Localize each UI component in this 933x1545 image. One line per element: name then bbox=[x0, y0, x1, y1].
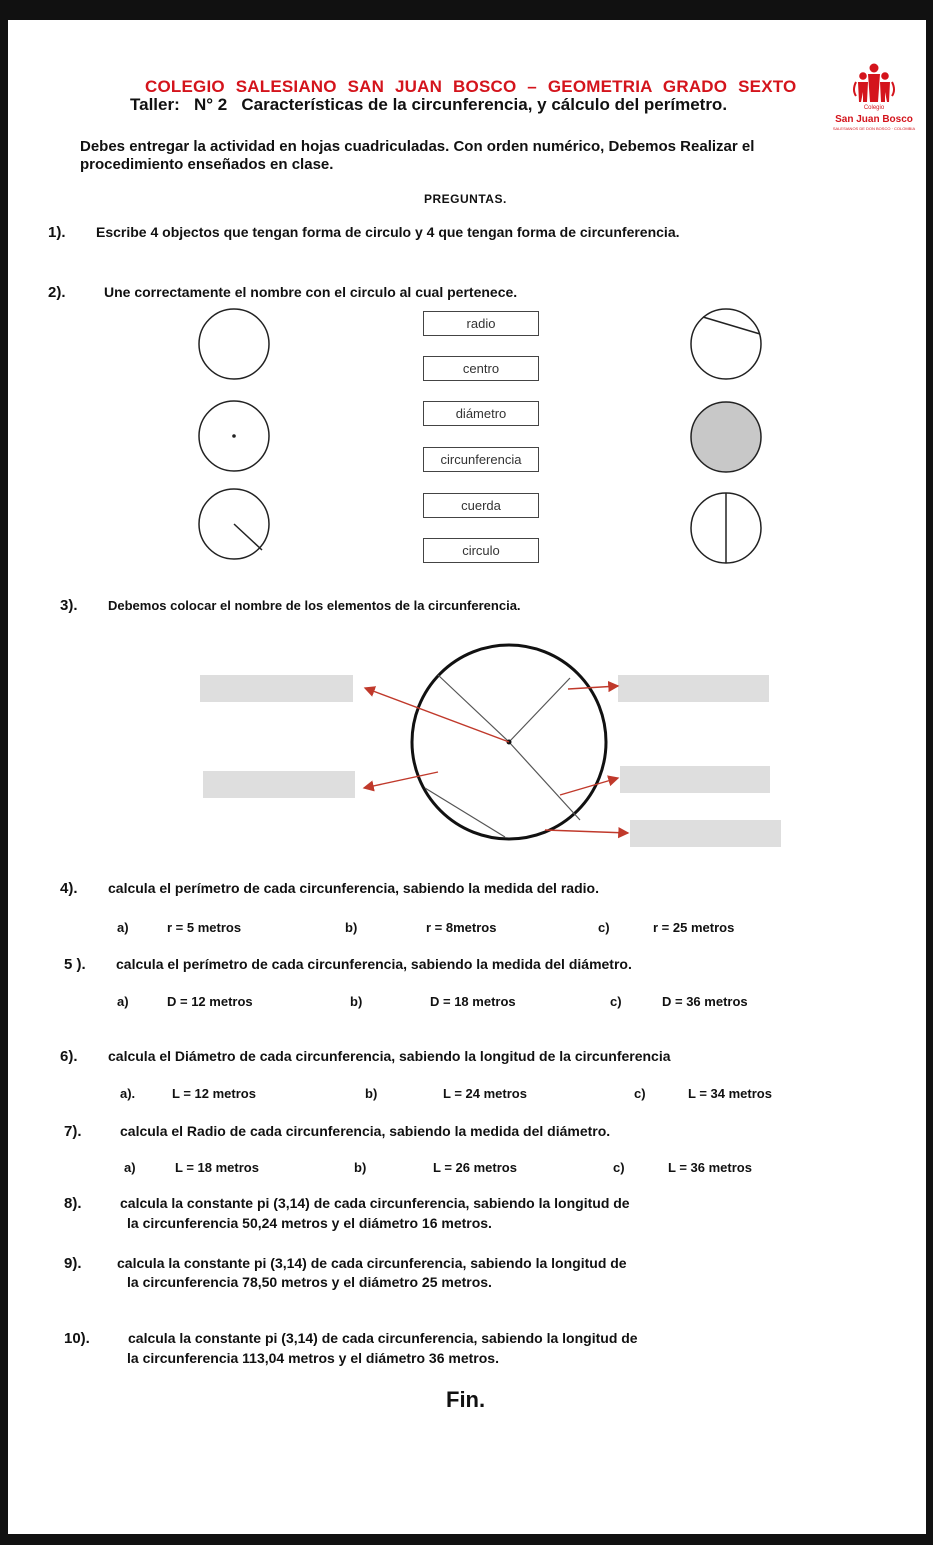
question-text-line1: calcula la constante pi (3,14) de cada circunferencia, sabiendo la longitud de bbox=[117, 1255, 627, 1271]
question-text: Une correctamente el nombre con el circulo al cual pertenece. bbox=[104, 284, 518, 300]
question-4 bbox=[60, 880, 599, 897]
chord-circle-figure bbox=[691, 309, 761, 379]
arrow-to-bottom-left bbox=[364, 772, 438, 788]
radius-segment-a bbox=[438, 675, 509, 742]
question-number: 3). bbox=[60, 597, 78, 614]
label-box-centro[interactable]: centro bbox=[423, 356, 539, 381]
radius-segment-b bbox=[509, 678, 570, 742]
q4-value-a: r = 5 metros bbox=[167, 920, 242, 935]
label-box-cuerda[interactable]: cuerda bbox=[423, 493, 539, 518]
school-title: COLEGIO SALESIANO SAN JUAN BOSCO – GEOMETRIA GRADO SEXTO bbox=[145, 77, 797, 96]
taller-number: N° 2 bbox=[193, 95, 228, 114]
question-5 bbox=[64, 956, 632, 973]
question-10 bbox=[64, 1330, 638, 1347]
question-number: 7). bbox=[64, 1123, 82, 1140]
logo-tagline: SALESIANOS DE DON BOSCO · COLOMBIA bbox=[832, 126, 916, 131]
question-text-line1: calcula la constante pi (3,14) de cada circunferencia, sabiendo la longitud de bbox=[128, 1330, 638, 1346]
question-6 bbox=[60, 1048, 671, 1065]
question-number: 8). bbox=[64, 1195, 82, 1212]
arrow-to-bottom-right bbox=[545, 830, 628, 833]
question-text: calcula el perímetro de cada circunferencia, sabiendo la medida del radio. bbox=[108, 880, 599, 896]
question-8-line2: la circunferencia 50,24 metros y el diámetro 16 metros. bbox=[127, 1215, 492, 1231]
q3-circumference-diagram bbox=[0, 600, 933, 870]
arrow-to-middle-right bbox=[560, 778, 618, 795]
q5-value-b: D = 18 metros bbox=[430, 994, 516, 1009]
question-9 bbox=[64, 1255, 627, 1272]
q4-letter-b: b) bbox=[345, 920, 358, 935]
taller-title: Características de la circunferencia, y cálculo del perímetro. bbox=[241, 95, 728, 114]
logo-school-name: San Juan Bosco bbox=[835, 114, 913, 125]
q4-value-b: r = 8metros bbox=[426, 920, 497, 935]
label-box-diametro[interactable]: diámetro bbox=[423, 401, 539, 426]
question-number: 10). bbox=[64, 1330, 90, 1347]
label-box-circunferencia[interactable]: circunferencia bbox=[423, 447, 539, 472]
center-dot bbox=[232, 434, 236, 438]
q6-letter-c: c) bbox=[634, 1086, 646, 1101]
question-7 bbox=[64, 1123, 610, 1140]
arrow-to-top-left bbox=[365, 688, 509, 742]
question-number: 4). bbox=[60, 880, 78, 897]
q6-letter-b: b) bbox=[365, 1086, 378, 1101]
question-number: 6). bbox=[60, 1048, 78, 1065]
q7-letter-a: a) bbox=[124, 1160, 136, 1175]
q5-letter-a: a) bbox=[117, 994, 129, 1009]
q6-value-c: L = 34 metros bbox=[688, 1086, 772, 1101]
plain-circle-figure bbox=[199, 309, 269, 379]
question-number: 5 ). bbox=[64, 956, 86, 973]
label-box-radio[interactable]: radio bbox=[423, 311, 539, 336]
q7-letter-c: c) bbox=[613, 1160, 625, 1175]
question-text: Debemos colocar el nombre de los elementos de la circunferencia. bbox=[108, 598, 521, 613]
q5-value-c: D = 36 metros bbox=[662, 994, 748, 1009]
q4-letter-a: a) bbox=[117, 920, 129, 935]
q7-letter-b: b) bbox=[354, 1160, 367, 1175]
q5-letter-b: b) bbox=[350, 994, 363, 1009]
label-box-circulo[interactable]: circulo bbox=[423, 538, 539, 563]
q4-letter-c: c) bbox=[598, 920, 610, 935]
instructions-text: Debes entregar la actividad en hojas cuadriculadas. Con orden numérico, Debemos Realizar el procedimiento enseñados en clase. bbox=[80, 138, 755, 173]
q7-value-c: L = 36 metros bbox=[668, 1160, 752, 1175]
arrow-to-top-right bbox=[568, 686, 618, 689]
question-9-line2: la circunferencia 78,50 metros y el diámetro 25 metros. bbox=[127, 1274, 492, 1290]
radius-line bbox=[234, 524, 262, 550]
question-number: 1). bbox=[48, 224, 66, 241]
diameter-segment bbox=[509, 742, 580, 820]
q6-letter-a: a). bbox=[120, 1086, 136, 1101]
question-text: calcula el perímetro de cada circunferencia, sabiendo la medida del diámetro. bbox=[116, 956, 632, 972]
question-number: 9). bbox=[64, 1255, 82, 1272]
filled-circle-figure bbox=[691, 402, 761, 472]
taller-label: Taller: bbox=[130, 95, 180, 114]
q5-letter-c: c) bbox=[610, 994, 622, 1009]
questions-title: PREGUNTAS. bbox=[424, 192, 507, 206]
q7-value-a: L = 18 metros bbox=[175, 1160, 259, 1175]
question-text-line1: calcula la constante pi (3,14) de cada circunferencia, sabiendo la longitud de bbox=[120, 1195, 630, 1211]
question-number: 2). bbox=[48, 284, 66, 301]
q7-value-b: L = 26 metros bbox=[433, 1160, 517, 1175]
q6-value-b: L = 24 metros bbox=[443, 1086, 527, 1101]
question-text: calcula el Radio de cada circunferencia, sabiendo la medida del diámetro. bbox=[120, 1123, 611, 1139]
question-text: calcula el Diámetro de cada circunferencia, sabiendo la longitud de la circunferencia bbox=[108, 1048, 671, 1064]
end-label: Fin. bbox=[446, 1387, 486, 1412]
q6-value-a: L = 12 metros bbox=[172, 1086, 256, 1101]
question-8 bbox=[64, 1195, 630, 1212]
question-10-line2: la circunferencia 113,04 metros y el diámetro 36 metros. bbox=[127, 1350, 499, 1366]
q5-value-a: D = 12 metros bbox=[167, 994, 253, 1009]
q4-value-c: r = 25 metros bbox=[653, 920, 735, 935]
question-text: Escribe 4 objectos que tengan forma de circulo y 4 que tengan forma de circunferencia. bbox=[96, 224, 680, 240]
logo-colegio-text: Colegio bbox=[863, 105, 885, 111]
